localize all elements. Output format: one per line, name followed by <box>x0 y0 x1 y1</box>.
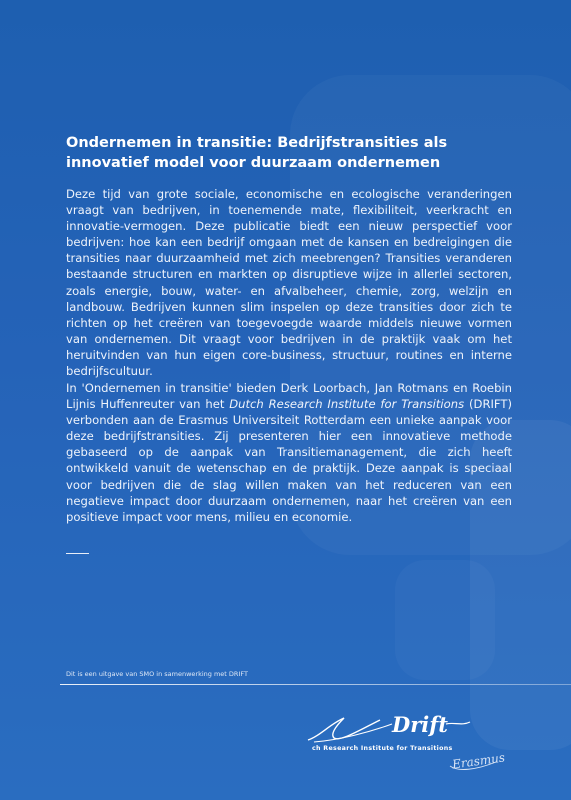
divider-dash <box>66 553 89 554</box>
footer-divider <box>60 684 571 685</box>
publisher-note: Dit is een uitgave van SMO in samenwerking met DRIFT <box>66 670 248 678</box>
background-shape <box>395 560 495 680</box>
paragraph-2-text-start: In 'Ondernemen in transitie' bieden Derk Loorbach, Jan Rotmans en Roebin Lijnis Huffenreuter van het <box>66 381 512 412</box>
drift-logo <box>300 710 530 780</box>
institute-name: Dutch Research Institute for Transitions <box>229 397 465 412</box>
paragraph-2-text-end: (DRIFT) verbonden aan de Erasmus Universiteit Rotterdam een unieke aanpak voor deze bedrijfstransities. Zij presenteren hier een innovatieve methode gebaseerd op de aanpak van Transitiemanagement, die zich heeft ontwikkeld vanuit de wetenschap en de praktijk. Deze aanpak is speciaal voor bedrijven die de slag willen maken van het reduceren van een negatieve impact door duurzaam ondernemen, naar het creëren van een positieve impact voor mens, milieu en economie. <box>66 397 512 524</box>
erasmus-signature: Erasmus <box>451 750 506 772</box>
body-paragraph-2 <box>66 380 512 525</box>
drift-wordmark: Drift <box>392 712 448 737</box>
body-paragraph-1: Deze tijd van grote sociale, economische en ecologische veranderingen vraagt van bedrijven, in toenemende mate, flexibiliteit, veerkracht en innovatie-vermogen. Deze publicatie biedt een nieuw perspectief voor bedrijven: hoe kan een bedrijf omgaan met de kansen en bedreigingen die transities naar duurzaamheid met zich meebrengen? Transities veranderen bestaande structuren en markten op disruptieve wijze in allerlei sectoren, zoals energie, bouw, water- en afvalbeheer, chemie, zorg, welzijn en landbouw. Bedrijven kunnen slim inspelen op deze transities door zich te richten op het creëren van toegevoegde waarde middels nieuwe vormen van ondernemen. Dit vraagt voor bedrijven in de praktijk vaak om het heruitvinden van hun eigen core-business, structuur, routines en interne bedrijfscultuur. <box>66 187 512 379</box>
page-title: Ondernemen in transitie: Bedrijfstransities als innovatief model voor duurzaam ondernemen <box>66 135 448 171</box>
drift-subtitle: ch Research Institute for Transitions <box>312 745 453 752</box>
